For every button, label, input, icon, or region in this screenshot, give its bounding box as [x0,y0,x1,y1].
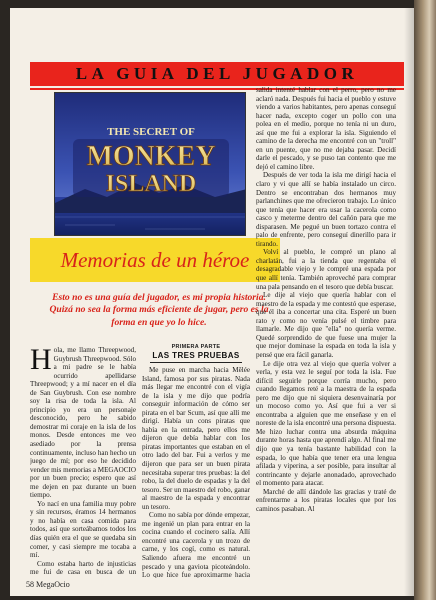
col3-paragraph: salida intenté hablar con el perro, pero no me aclaró nada. Después fui hacia el pueblo y estuve viendo a varios habitantes, pero apenas conseguí hacer nada, excepto coger un pollo con una polea en el medio, porque no tenía ni un duro, así que me fui a explorar la isla. Siguiendo el camino de la derecha me encontré con un "troll" en un puente, que no me dejaba pasar. Decidí darle el pescado, y se puso tan contento que me dejó el camino libre. [256,86,396,171]
logo-line-2: MONKEY [86,141,216,172]
section-title: LAS TRES PRUEBAS [152,351,240,360]
article-column-1 [30,346,136,576]
guide-header-band [30,62,404,86]
monkey-island-title-art [55,93,246,236]
game-screenshot [54,92,246,236]
col2-paragraph: Me puse en marcha hacia Mêlée Island, famosa por sus piratas. Nada más llegar me encontré con el vigía de la isla y me dijo que podría conseguir información de cómo ser pirata en el bar Scum, así que allí me dirigí. Había un cons piratas que había en la entrada, pero ellos me dijeron que debía hablar con los piratas importantes que estaban en el otro lado del bar. Fui a verlos y me dijeron que para ser un buen pirata necesitaba superar tres pruebas: la del robo, la del duelo de espadas y la del tesoro. Ser un maestro del robo, ganar al maestro de la espada y encontrar un tesoro. [142,366,250,511]
col3-paragraph: Después de ver toda la isla me dirigí hacia el claro y vi que allí se había instalado un circo. Dentro se encontraban dos hermanos muy parlanchines que me ofrecieron trabajo. Lo único que tenía que hacer era usar la cacerola como casco y meterme dentro del cañón para que me disparasen. Me pegué un buen tortazo contra el palo de enfrente, pero conseguí dinerillo para ir tirando. [256,171,396,248]
page-folio: 58 MegaOcio [26,580,70,589]
memorias-banner [30,238,280,282]
guide-header-title: LA GUIA DEL JUGADOR [75,64,359,83]
col1-paragraph: Yo nací en una familia muy pobre y sin recursos, éramos 14 hermanos y no había en casa comida para todos, así que sorteábamos todos los días quién era el que se quedaba sin comer, y casi siempre me tocaba a mí. [30,499,136,560]
article-column-3 [256,86,396,582]
section-kicker: PRIMERA PARTE [171,344,221,350]
col3-paragraph: Le dije otra vez al viejo que quería volver a verla, y esta vez le seguí por toda la isla. Fue difícil seguirle porque corría mucho, pero cuando llegamos reté a la maestra de la espada pero me dijo que ni siquiera desenvainaría por un mocoso como yo. Así que fui a ver si encontraba a alguien que me enseñase y en el noreste de la isla encontré una persona dispuesta. Me hizo luchar contra una absurda máquina durante horas hasta que aprendí algo. Al final me dijo que ya tenía bastante habilidad con la espada, lo que había que tener era una lengua afilada y viperina, a ser posible, para insultar al contrincante y dejarle anonadado, aprovechado el momento para atacar. [256,359,396,488]
col3-paragraph: Le dije al viejo que quería hablar con el maestro de la espada y me contestó que esperase, que él iba a concertar una cita. Esperé un buen rato y como no venía pulsé el timbre para llamarle. Me dijo que "ella" no quería verme. Quedé sorprendido de que fuese una mujer la que mejor dominase la espada en toda la isla y pensé que era fácil ganarla. [256,291,396,359]
col3-paragraph: Volví al pueblo, le compré un plano al charlatán, fui a la tienda que regentaba el desagradable viejo y le compré una espada por que allí tenía. También aproveché para comprar una pala pensando en el tesoro que debía buscar. [256,248,396,291]
intro-lead-text: Esto no es una guía del jugador, es mi propia historia. Quizá no sea la forma más eficiente de jugar, pero es la forma en que yo lo hice. [49,292,269,328]
col1-paragraph: ola, me llamo Threepwood, Guybrush Threepwood. Sólo a mi padre se le había ocurrido apellidarse Threepwood; y a mí nacer en el día de San Guybrush. Con ese nombre soy la risa de toda la isla. Al principio yo era un personaje desconocido, pero he sabido demostrar mi coraje en la isla de los monos. Desde entonces me veo asediado por la prensa continuamente, incluso han hecho un juego de mí; por eso he decidido vender mis memorias a MEGAOCIO por un buen precio; espero que así me dejen en paz durante un buen tiempo. [30,346,136,500]
magazine-spine [414,0,436,600]
logo-line-3: ISLAND [105,171,197,197]
memorias-title: Memorias de un héroe [60,247,250,272]
article-column-2 [142,366,250,578]
col1-paragraph: Como estaba harto de injusticias me fui de casa en busca de un [30,559,136,576]
section-rule [150,362,242,363]
col3-paragraph: Marché de allí dándole las gracias y traté de enfrentarme a los piratas locales que por los caminos pasaban. Al [256,487,396,513]
col2-paragraph: Como no sabía por dónde empezar, me ingenié un plan para entrar en la cocina cuando el cocinero salía. Allí encontré una cacerola y un trozo de carne, y los cogí, como es natural. Saliendo afuera me encontré un pescado y una gaviota picoteándolo. Lo que hice fue aproximarme hacia [142,511,250,578]
logo-line-1: THE SECRET OF [107,126,195,138]
drop-cap: H [30,346,52,376]
page-edge-shadow [404,8,414,596]
